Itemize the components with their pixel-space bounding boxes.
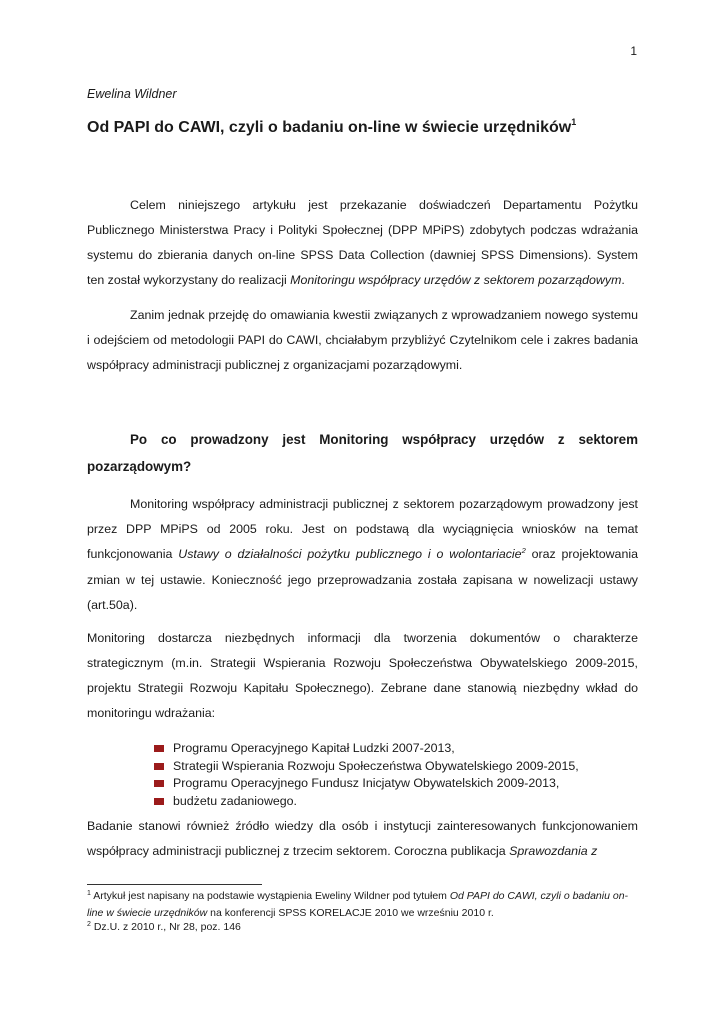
paragraph-monitoring-italic: Ustawy o działalności pożytku publicznego i o wolontariacie <box>178 547 522 561</box>
list-item: Strategii Wspierania Rozwoju Społeczeństwa Obywatelskiego 2009-2015, <box>154 758 579 776</box>
title-footnote-ref[interactable]: 1 <box>571 117 577 127</box>
title-text: Od PAPI do CAWI, czyli o badaniu on-line w świecie urzędników <box>87 119 572 136</box>
paragraph-research-source <box>87 814 638 864</box>
footnote-number: 2 <box>87 921 91 928</box>
list-item: Programu Operacyjnego Fundusz Inicjatyw Obywatelskich 2009-2013, <box>154 775 579 793</box>
paragraph-intro-end: . <box>621 273 625 287</box>
square-bullet-icon <box>154 763 164 770</box>
paragraph-deliverables: Monitoring dostarcza niezbędnych informacji dla tworzenia dokumentów o charakterze strategicznym (m.in. Strategii Wspierania Rozwoju Społeczeństwa Obywatelskiego 2009-2015, projektu Strategii Rozwoju Kapitału Społecznego). Zebrane dane stanowią niezbędny wkład do monitoringu wdrażania: <box>87 631 638 720</box>
paragraph-monitoring-text: Monitoring współpracy administracji publicznej z sektorem pozarządowym prowadzony jest przez DPP MPiPS od 2005 roku. Jest on podstawą dla wyciągnięcia wniosków na temat funkcjonowania <box>87 497 638 561</box>
author-name: Ewelina Wildner <box>87 87 177 101</box>
square-bullet-icon <box>154 745 164 752</box>
list-item: Programu Operacyjnego Kapitał Ludzki 2007-2013, <box>154 740 579 758</box>
paragraph-transition: Zanim jednak przejdę do omawiania kwestii związanych z wprowadzaniem nowego systemu i odejściem od metodologii PAPI do CAWI, chciałabym przybliżyć Czytelnikom cele i zakres badania współpracy administracji publicznej z organizacjami pozarządowymi. <box>87 308 638 372</box>
section-heading: Po co prowadzony jest Monitoring współpracy urzędów z sektorem pozarządowym? <box>87 432 638 474</box>
bullet-list <box>154 740 579 810</box>
article-title <box>87 119 576 137</box>
footnote-number: 1 <box>87 890 91 897</box>
list-item: budżetu zadaniowego. <box>154 793 579 811</box>
paragraph-monitoring-end: oraz projektowania zmian w tej ustawie. Konieczność jego przeprowadzania została zapisana w nowelizacji ustawy (art.50a). <box>87 547 638 612</box>
paragraph-intro <box>87 193 638 293</box>
square-bullet-icon <box>154 798 164 805</box>
footnote-ref-2[interactable]: 2 <box>521 546 526 555</box>
footnotes <box>87 889 638 937</box>
footnote-1: $^1$ Artykuł jest napisany na podstawie wystąpienia Eweliny Wildner pod tytułem Od PAPI do CAWI, czyli o badaniu on-line w świecie urzędników na konferencji SPSS KORELACJE 2010 we wrześniu 2010 r. <box>87 890 629 919</box>
paragraph-research-source-text: Badanie stanowi również źródło wiedzy dla osób i instytucji zainteresowanych funkcjonowaniem współpracy administracji publicznej z trzecim sektorem. Coroczna publikacja <box>87 819 638 858</box>
footnote-divider <box>87 884 262 885</box>
paragraph-research-source-italic: Sprawozdania z <box>509 844 598 858</box>
page-number: 1 <box>630 44 637 58</box>
paragraph-intro-italic: Monitoringu współpracy urzędów z sektorem pozarządowym <box>290 273 622 287</box>
paragraph-monitoring <box>87 492 638 618</box>
paragraph-intro-text: Celem niniejszego artykułu jest przekazanie doświadczeń Departamentu Pożytku Publicznego Ministerstwa Pracy i Polityki Społecznej (DPP MPiPS) zdobytych podczas wdrażania systemu do zbierania danych on-line SPSS Data Collection (dawniej SPSS Dimensions). System ten został wykorzystany do realizacji <box>87 198 638 287</box>
square-bullet-icon <box>154 780 164 787</box>
footnote-2: $^2$ Dz.U. z 2010 r., Nr 28, poz. 146 <box>87 921 241 933</box>
